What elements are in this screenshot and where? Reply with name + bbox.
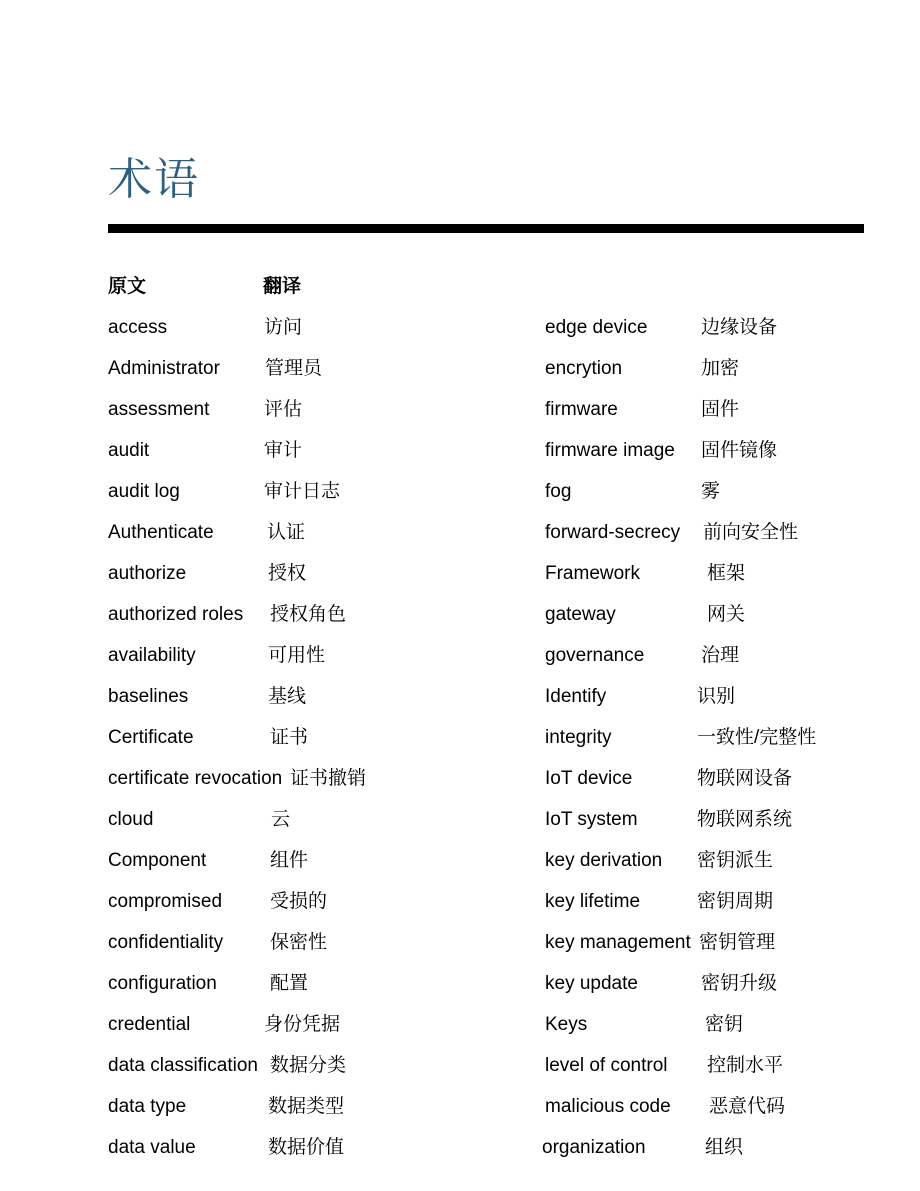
term-original: edge device [545, 317, 648, 338]
term-translation: 密钥周期 [697, 891, 774, 912]
term-original: audit log [108, 481, 180, 502]
term-original: availability [108, 645, 196, 666]
term-original: governance [545, 645, 645, 666]
term-translation: 组件 [270, 850, 309, 871]
term-original: key derivation [545, 850, 663, 871]
term-original: credential [108, 1014, 191, 1035]
term-translation: 治理 [701, 645, 740, 666]
term-original: firmware image [545, 440, 675, 461]
term-translation: 边缘设备 [701, 317, 778, 338]
term-translation: 审计日志 [264, 481, 341, 502]
term-translation: 数据分类 [270, 1055, 347, 1076]
term-translation: 物联网系统 [697, 809, 793, 830]
term-translation: 证书 [270, 727, 309, 748]
term-translation: 前向安全性 [703, 522, 799, 543]
term-original: Keys [545, 1014, 588, 1035]
term-translation: 配置 [270, 973, 309, 994]
term-translation: 框架 [707, 563, 746, 584]
title-divider [108, 224, 864, 233]
term-translation: 一致性/完整性 [697, 727, 817, 748]
term-original: configuration [108, 973, 217, 994]
term-original: compromised [108, 891, 223, 912]
term-original: data value [108, 1137, 196, 1158]
term-original: audit [108, 440, 150, 461]
term-translation: 基线 [268, 686, 307, 707]
term-original: integrity [545, 727, 612, 748]
term-original: Framework [545, 563, 641, 584]
term-original: Certificate [108, 727, 194, 748]
term-translation: 加密 [701, 358, 740, 379]
term-original: fog [545, 481, 572, 502]
term-original: certificate revocation [108, 768, 283, 789]
term-translation: 固件镜像 [701, 440, 778, 461]
term-translation: 证书撤销 [290, 768, 367, 789]
term-translation: 管理员 [265, 358, 323, 379]
term-original: organization [542, 1137, 646, 1158]
term-translation: 密钥 [705, 1014, 744, 1035]
term-translation: 密钥派生 [697, 850, 774, 871]
term-translation: 审计 [264, 440, 303, 461]
term-translation: 物联网设备 [697, 768, 793, 789]
term-original: Authenticate [108, 522, 214, 543]
term-translation: 密钥管理 [699, 932, 776, 953]
term-original: forward-secrecy [545, 522, 681, 543]
term-original: authorized roles [108, 604, 244, 625]
term-translation: 保密性 [270, 932, 328, 953]
term-translation: 认证 [267, 522, 306, 543]
term-original: Administrator [108, 358, 220, 379]
term-translation: 数据类型 [268, 1096, 345, 1117]
term-original: cloud [108, 809, 154, 830]
term-original: encrytion [545, 358, 623, 379]
term-translation: 访问 [264, 317, 303, 338]
term-translation: 授权角色 [270, 604, 347, 625]
term-original: access [108, 317, 168, 338]
term-translation: 云 [271, 809, 291, 830]
term-original: confidentiality [108, 932, 224, 953]
term-translation: 数据价值 [268, 1137, 345, 1158]
term-translation: 身份凭据 [264, 1014, 341, 1035]
term-translation: 恶意代码 [709, 1096, 786, 1117]
term-translation: 受损的 [270, 891, 328, 912]
term-original: IoT device [545, 768, 633, 789]
term-original: Component [108, 850, 207, 871]
term-original: key update [545, 973, 638, 994]
term-original: assessment [108, 399, 210, 420]
term-original: firmware [545, 399, 618, 420]
header-original: 原文 [108, 276, 147, 297]
term-original: authorize [108, 563, 187, 584]
term-translation: 固件 [701, 399, 740, 420]
term-translation: 可用性 [268, 645, 326, 666]
term-original: key lifetime [545, 891, 641, 912]
term-translation: 网关 [707, 604, 746, 625]
term-translation: 密钥升级 [701, 973, 778, 994]
term-translation: 雾 [701, 481, 721, 502]
term-translation: 组织 [705, 1137, 744, 1158]
term-translation: 评估 [264, 399, 303, 420]
term-original: IoT system [545, 809, 638, 830]
term-translation: 识别 [697, 686, 736, 707]
page-title: 术语 [108, 154, 200, 205]
term-original: data type [108, 1096, 187, 1117]
term-translation: 授权 [268, 563, 307, 584]
term-original: Identify [545, 686, 607, 707]
term-original: malicious code [545, 1096, 671, 1117]
term-original: gateway [545, 604, 616, 625]
term-translation: 控制水平 [707, 1055, 784, 1076]
term-original: data classification [108, 1055, 258, 1076]
header-translation: 翻译 [263, 276, 302, 297]
term-original: key management [545, 932, 691, 953]
term-original: baselines [108, 686, 189, 707]
term-original: level of control [545, 1055, 668, 1076]
